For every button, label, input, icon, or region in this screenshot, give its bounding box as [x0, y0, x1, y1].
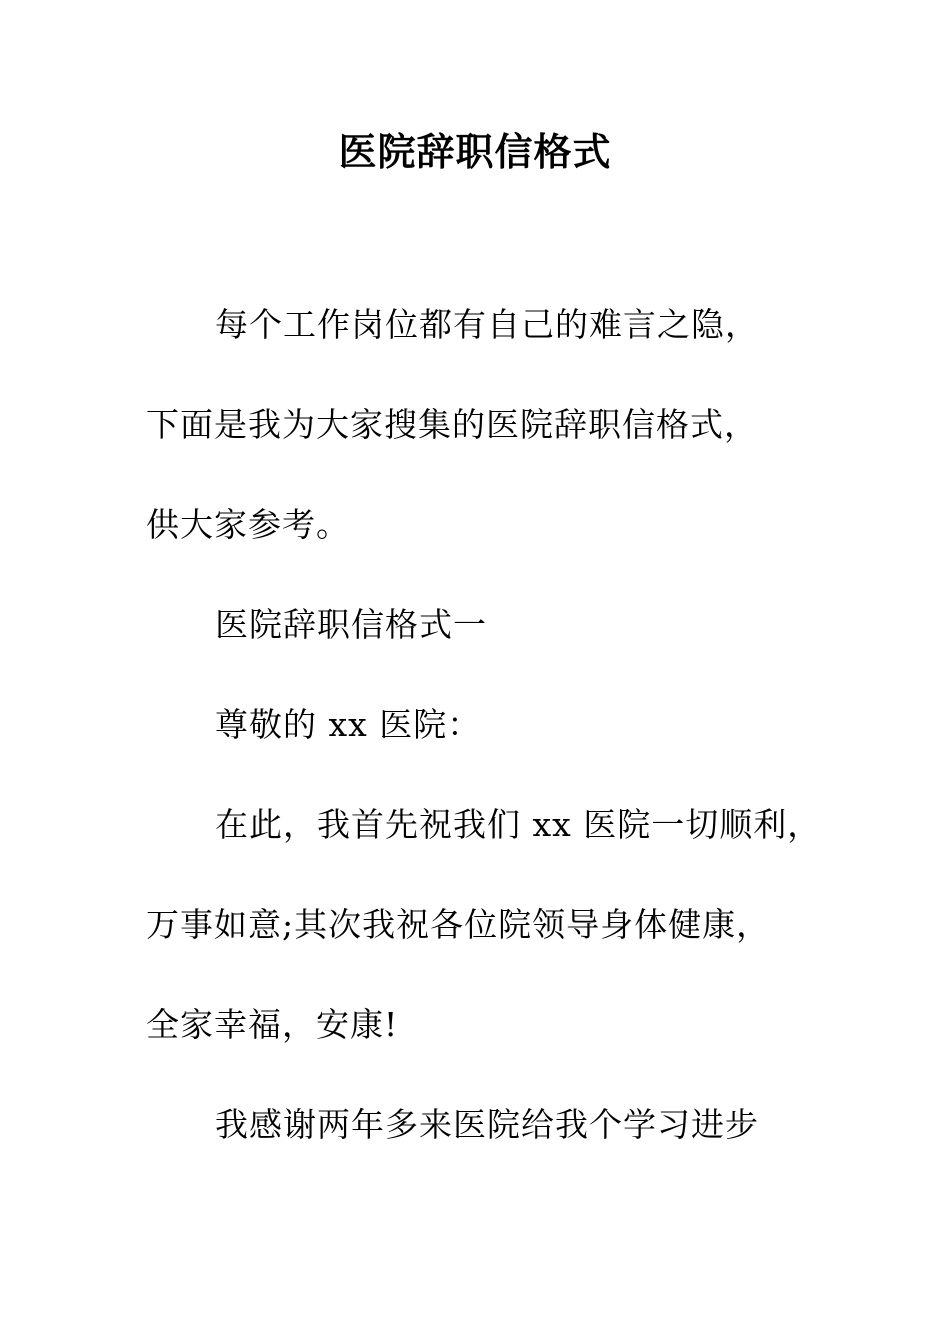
document-title: 医院辞职信格式 [338, 129, 612, 174]
paragraph-line: 每个工作岗位都有自己的难言之隐， [215, 305, 759, 344]
paragraph-line: 供大家参考。 [146, 505, 350, 544]
paragraph-line: 我感谢两年多来医院给我个学习进步 [215, 1105, 759, 1144]
paragraph-line: 全家幸福，安康! [146, 1005, 399, 1044]
paragraph-line: 万事如意;其次我祝各位院领导身体健康， [146, 905, 771, 944]
paragraph-line: 在此，我首先祝我们 xx 医院一切顺利， [215, 805, 822, 844]
salutation-line: 尊敬的 xx 医院： [215, 705, 482, 744]
section-heading: 医院辞职信格式一 [215, 605, 487, 644]
paragraph-line: 下面是我为大家搜集的医院辞职信格式， [146, 405, 758, 444]
